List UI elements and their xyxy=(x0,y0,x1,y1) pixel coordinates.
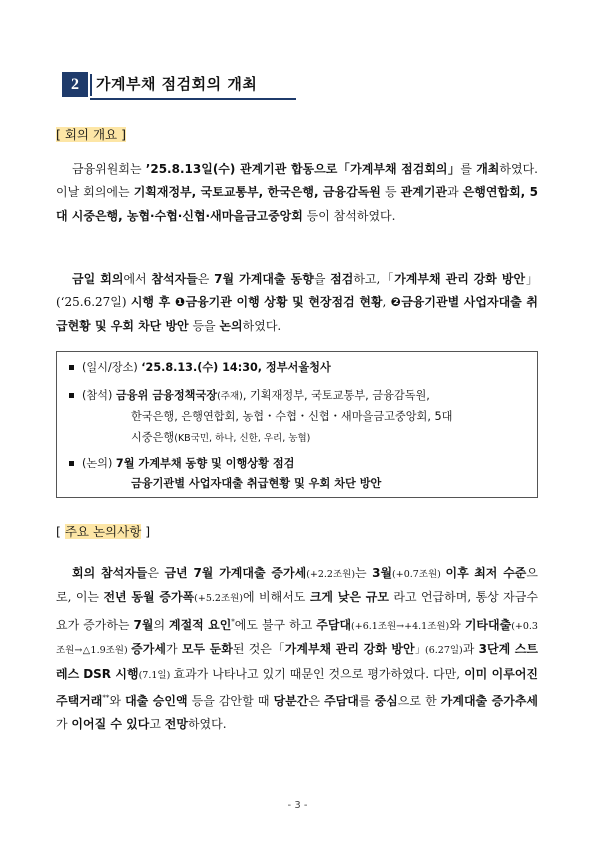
overview-paragraph-1 xyxy=(56,158,538,228)
overview-heading xyxy=(56,125,126,143)
text-run-bold: 이후 xyxy=(445,566,469,580)
text-run: 은 xyxy=(197,272,215,286)
text-run-bold: 참석자들 xyxy=(151,272,198,286)
text-run-small: (+0.3조원→△1.9조원) xyxy=(56,620,538,657)
info-row-attendees-2 xyxy=(131,407,452,427)
text-run: 된 것은「 xyxy=(232,642,285,657)
text-run-bold: 금년 7월 가계대출 증가세 xyxy=(164,566,307,580)
text-run: 등이 참석하였다. xyxy=(306,208,396,223)
text-run-small: (+2.2조원) xyxy=(306,569,356,580)
text-run-bold: 강화 방안 xyxy=(473,272,526,286)
text-run: 은 xyxy=(308,694,325,709)
text-run-bold: 전망 xyxy=(164,717,188,732)
text-run-bold: 계절적 요인 xyxy=(169,617,232,632)
text-run: 하였다. xyxy=(187,717,227,732)
discussion-paragraph xyxy=(56,562,538,737)
text-run: 을 xyxy=(313,272,331,286)
text-run-bold: 금일 회의 xyxy=(72,272,124,286)
text-run: 」(‘25.6.27일) xyxy=(56,272,538,310)
text-run-small: (+5.2조원) xyxy=(194,593,243,605)
text-run-bold: 기획재정부, 국토교통부, 한국은행, 금융감독원 xyxy=(133,185,381,200)
text-run-bold: 당분간 xyxy=(273,694,309,709)
info-label: (일시/장소) xyxy=(82,361,138,374)
text-run-bold: 논의 xyxy=(219,318,243,333)
square-bullet-icon xyxy=(69,461,74,466)
text-run-bold: 은행연합회, 5대 시중은행, 농협·수협·신협·새마을금고중앙회 xyxy=(56,185,538,223)
heading-underline xyxy=(90,98,296,100)
text-run: 과 xyxy=(462,642,479,657)
text-run-bold: ’25.8.13일(수) 관계기관 합동으로「가계부채 점검회의」 xyxy=(145,162,461,176)
info-value: 시중은행 xyxy=(131,431,175,444)
text-run: 하였다. xyxy=(242,318,282,333)
text-run-bold: 점검 xyxy=(330,272,354,286)
text-run-bold: 주담대 xyxy=(324,694,359,709)
discussion-heading-text: 주요 논의사항 xyxy=(64,524,142,539)
bracket: ] xyxy=(141,524,151,539)
text-run: 는 xyxy=(355,566,373,580)
text-run-bold: 중심 xyxy=(374,694,398,709)
footnote-mark: ** xyxy=(102,694,110,703)
info-row-topics-2 xyxy=(131,474,381,494)
info-row-topics xyxy=(69,454,294,474)
info-label: (참석) xyxy=(82,389,113,402)
text-run: 과 xyxy=(447,185,463,200)
text-run: 가 xyxy=(56,717,72,732)
text-run: 효과가 나타나고 있기 때문인 것으로 평가하였다. 다만, xyxy=(173,666,461,681)
text-run-bold: 시행 후 ❶금융기관 이행 상황 및 현장점검 현황 xyxy=(130,295,383,310)
info-note: (KB국민, 하나, 신한, 우리, 농협) xyxy=(174,433,311,444)
text-run: 의 xyxy=(153,617,169,632)
text-run: 와 xyxy=(449,617,465,632)
square-bullet-icon xyxy=(69,365,74,370)
text-run: 하고,「 xyxy=(353,272,395,286)
text-run-bold: 크게 낮은 규모 xyxy=(309,590,389,605)
text-run-bold: 7월 xyxy=(133,617,154,632)
info-value: 한국은행, 은행연합회, 농협・수협・신협・새마을금고중앙회, 5대 xyxy=(131,410,453,423)
text-run-bold: 기타대출 xyxy=(464,617,512,632)
text-run-bold: 모두 둔화 xyxy=(181,642,233,657)
text-run-bold: 관계기관 xyxy=(400,185,448,200)
section-number: 2 xyxy=(62,72,88,97)
info-row-attendees-3 xyxy=(131,428,310,449)
info-note: (주재) xyxy=(217,391,243,402)
text-run-bold: 개최 xyxy=(476,162,500,176)
text-run: 에도 불구 xyxy=(234,617,286,632)
text-run-bold: 전년 동월 증가폭 xyxy=(103,590,195,605)
section-heading xyxy=(62,70,296,100)
bracket: [ xyxy=(56,524,65,539)
info-row-attendees xyxy=(69,386,430,407)
overview-heading-text: [ 회의 개요 ] xyxy=(56,127,126,142)
meeting-info-box xyxy=(56,351,538,498)
text-run: 고 xyxy=(149,717,165,732)
info-value: 금융위 금융정책국장 xyxy=(115,389,218,402)
text-run: 으로 한 xyxy=(397,694,441,709)
info-value: 금융기관별 사업자대출 취급현황 및 우회 차단 방안 xyxy=(131,477,382,490)
text-run: 가 xyxy=(165,642,178,657)
info-value: ‘25.8.13.(수) 14:30, 정부서울청사 xyxy=(141,361,331,374)
text-run-bold: 최저 수준 xyxy=(474,566,527,580)
text-run: 에서 xyxy=(123,272,152,286)
text-run: 를 xyxy=(460,162,472,176)
text-run-bold: 가계부채 관리 강화 방안 xyxy=(284,642,415,657)
heading-divider xyxy=(90,74,92,96)
text-run-small: (+6.1조원→+4.1조원) xyxy=(351,620,450,632)
text-run-bold: 3월 xyxy=(372,566,393,580)
text-run-bold: 이어질 수 있다 xyxy=(71,717,150,732)
section-title: 가계부채 점검회의 개최 xyxy=(96,75,258,93)
text-run: 하였다. 이날 회의에는 xyxy=(56,162,538,200)
text-run: 를 xyxy=(358,694,371,709)
text-run: 은 xyxy=(147,566,165,580)
text-run-bold: 가계부채 관리 xyxy=(394,272,469,286)
overview-paragraph-2 xyxy=(56,268,538,338)
footnote-mark: * xyxy=(231,617,235,626)
text-run-bold: ❷금융기관별 사업자대출 취급현황 및 우회 차단 방안 xyxy=(56,295,538,333)
text-run-bold: DSR 시행 xyxy=(83,666,139,681)
page-number: - 3 - xyxy=(287,800,308,811)
square-bullet-icon xyxy=(69,393,74,398)
text-run: 라고 언급하며, 통상 자금수요가 증가하는 xyxy=(56,590,538,632)
text-run-bold: 대출 승인액 xyxy=(125,694,188,709)
info-row-date xyxy=(69,358,331,378)
info-value: , 기획재정부, 국토교통부, 금융감독원, xyxy=(242,389,430,402)
text-run: 와 xyxy=(109,694,126,709)
text-run: 등을 감안할 때 xyxy=(187,694,274,709)
text-run-small: (+0.7조원) xyxy=(392,569,446,580)
discussion-heading xyxy=(56,522,150,540)
text-run: 등 xyxy=(380,185,397,200)
text-run-bold: 3단계 스트레스 xyxy=(56,642,538,681)
text-run-small: (7.1일) xyxy=(138,669,174,681)
text-run-bold: 증가세 xyxy=(131,642,166,657)
text-run-bold: 이미 이루어진 주택거래 xyxy=(56,666,539,709)
text-run: 등을 xyxy=(188,318,220,333)
text-run-bold: 회의 참석자들 xyxy=(72,566,148,580)
text-run: 하고 xyxy=(289,617,317,632)
text-run-bold: 주담대 xyxy=(316,617,352,632)
info-label: (논의) xyxy=(82,457,113,470)
text-run: 으로, 이는 xyxy=(56,566,538,605)
info-value: 7월 가계부채 동향 및 이행상황 점검 xyxy=(115,457,295,470)
text-run-small: 」(6.27일) xyxy=(414,645,463,657)
text-run-bold: 가계대출 증가추세 xyxy=(440,694,538,709)
text-run: , xyxy=(382,295,387,310)
text-run: 금융위원회는 xyxy=(72,162,146,176)
text-run-bold: 7월 가계대출 동향 xyxy=(214,272,314,286)
text-run: 에 비해서도 xyxy=(243,590,310,605)
